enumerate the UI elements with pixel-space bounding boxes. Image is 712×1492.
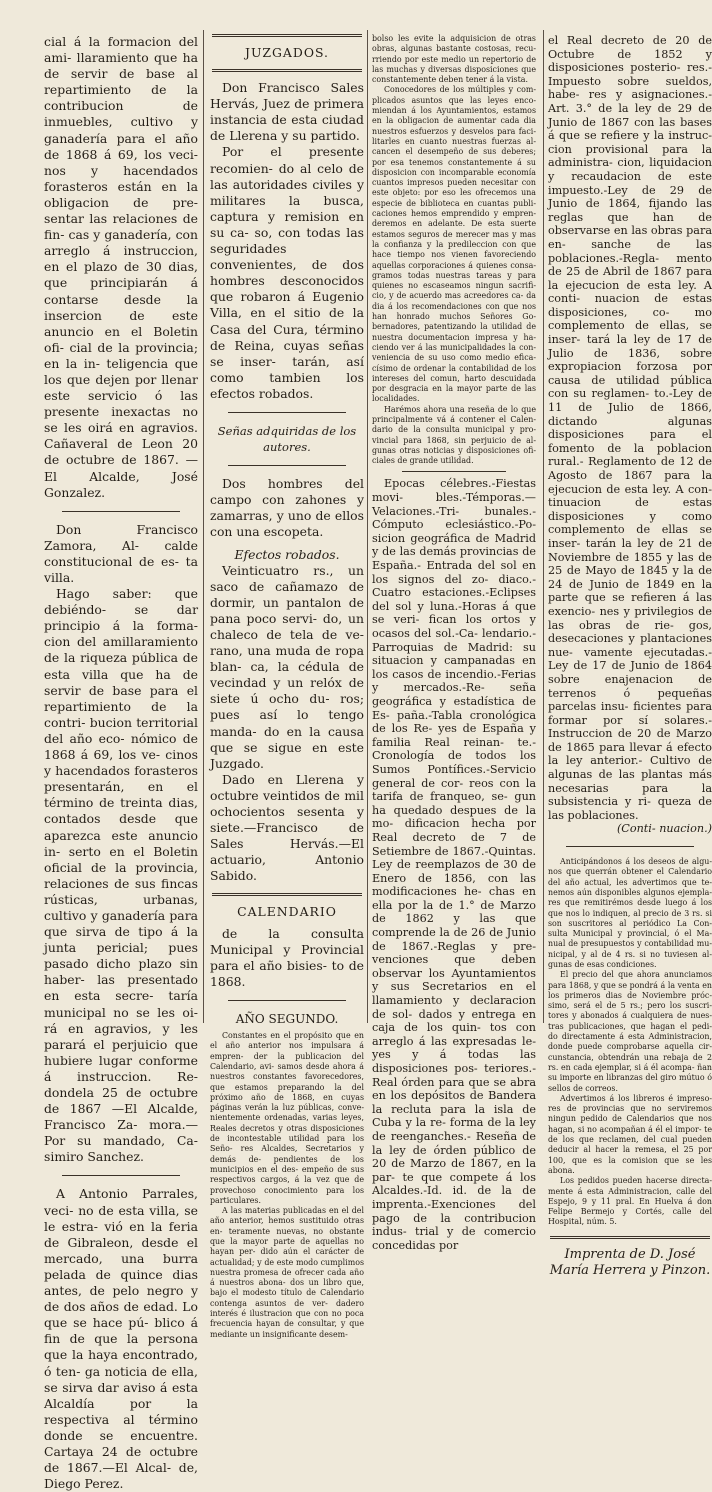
section-heading-juzgados: JUZGADOS. <box>245 45 329 60</box>
separator <box>62 511 180 512</box>
double-rule <box>212 893 362 896</box>
separator <box>566 846 694 847</box>
subheading-senas: Señas adquiridas de los autores. <box>217 423 357 455</box>
calendar-intro: Constantes en el propósito que en el año anterior nos impulsara á empren- der la publicacion del Calendario, avi- samos desde ahora á nuestros constantes favorecedores, que estamos preparando la del próximo año de 1868, en cuyas páginas verán la luz públicas, conve- nientemente ordenadas, varias leyes, Reales decretos y otras disposiciones de incontestable utilidad para los Seño- res Alcaldes, Secretarios y demás de- pendientes de los municipios en el des- empeño de sus respectivos cargos, á la vez que de provechoso conocimiento para los particulares. <box>210 1031 364 1205</box>
column-3 <box>372 34 536 1252</box>
stolen-items: Veinticuatro rs., un saco de cañamazo de dormir, un pantalon de pana poco servi- do, un chaleco de tela de ve- rano, una muda de ropa blan- ca, la cédula de vecindad y un relóx de siete ú ocho du- ros; pues así lo tengo manda- do en la causa que se sigue en este Juzgado. <box>210 562 364 771</box>
calendar-purpose: Conocedores de los múltiples y com- plicados asuntos que las leyes enco- miendan á los Ayuntamientos, estamos en la obligacion de aumentar cada dia nuestros esfuerzos y desvelos para faci- litarles en cuanto nuestras fuerzas al- cancen el desempeño de sus deberes; por esa tenemos constantemente á su disposicion con incomparable economía cuantos impresos pueden necesitar con este objeto: por eso les ofrecemos una especie de biblioteca en cuantas publi- caciones hemos emprendido y empren- deremos en adelante. De esta suerte estamos seguros de merecer mas y mas la confianza y la predileccion con que hace tiempo nos vienen favoreciendo aquellas corporaciones á quienes consa- gramos todas nuestras tareas y para quienes no escaseamos ningun sacrifi- cio, y de acuerdo mas acreedores ca- da dia á los recomendaciones con que nos han honrado muchos Señores Go- bernadores, patentizando la utilidad de nuestra documentacion impresa y ha- ciendo ver á las municipalidades la con- veniencia de su uso como medio efica- císimo de ordenar la contabilidad de los intereses del comun, harto descuidada por desgracia en la mayor parte de las localidades. <box>372 85 536 404</box>
calendar-contents: Epocas célebres.-Fiestas movi- bles.-Témporas.—Velaciones.-Tri- bunales.-Cómputo eclesiástico.-Po- sicion geográfica de Madrid y de las demás provincias de España.- Entrada del sol en los signos del zo- diaco.-Cuatro estaciones.-Eclipses del sol y luna.-Horas á que se veri- fican los ortos y ocasos del sol.-Ca- lendario.-Parroquias de Madrid: su situacion y campanadas en los casos de incendio.-Ferias y mercados.-Re- seña geográfica y estadística de Es- paña.-Tabla cronológica de los Re- yes de España y familia Real reinan- te.-Cronología de todos los Sumos Pontífices.-Servicio general de cor- reos con la tarifa de franqueo, se- gun ha quedado despues de la mo- dificacion hecha por Real decreto de 7 de Setiembre de 1867.-Quintas. Ley de reemplazos de 30 de Enero de 1856, con las modificaciones he- chas en ella por la de 1.° de Marzo de 1862 y las que comprende la de 26 de Junio de 1867.-Reglas y pre- venciones que deben observar los Ayuntamientos y sus Secretarios en el llamamiento y declaracion de sol- dados y entrega en caja de los quin- tos con arreglo á las expresadas le- yes y á todas las disposiciones pos- teriores.-Real órden para que se abra en los depósitos de Bandera la recluta para la isla de Cuba y la re- forma de la ley de reenganches.- Reseña de la ley de órden público de 20 de Marzo de 1867, en la par- te que compete á los Alcaldes.-Id. id. de la de imprenta.-Exenciones del pago de la contribucion indus- trial y de comercio concedidas por <box>372 477 536 1252</box>
column-2 <box>210 34 364 1339</box>
calendar-subtitle: de la consulta Municipal y Provincial para el año bisies- to de 1868. <box>210 925 364 989</box>
column-divider <box>543 30 544 1023</box>
notice-previous-year: Anticipándonos á los deseos de algu- nos que querrán obtener el Calendario del año actual, les advertimos que te- nemos aún disponibles algunos ejempla- res que remitirémos desde luego á los que nos lo indiquen, al precio de 3 rs. si son suscritores al periódico La Con- sulta Municipal y provincial, ó el Ma- nual de presupuestos y contabilidad mu- nicipal, y al de 4 rs. si no tuviesen al- gunas de esas condiciones. <box>548 857 712 969</box>
notice-orders: Los pedidos pueden hacerse directa- mente á esta Administracion, calle del Espejo, 9 y 11 pral. En Huelva á don Felipe Bermejo y Cortés, calle del Hospital, núm. 5. <box>548 1176 712 1227</box>
judge-signature: Dado en Llerena y octubre veintidos de mil ochocientos sesenta y siete.—Francisco de Sales Hervás.—El actuario, Antonio Sabido. <box>210 771 364 884</box>
double-rule <box>212 34 362 37</box>
notice-heading-zamora: Don Francisco Zamora, Al- calde constitucional de es- ta villa. <box>44 521 198 585</box>
double-rule <box>550 1236 710 1239</box>
separator <box>228 1000 346 1001</box>
notice-canaveral: cial á la formacion del ami- llaramiento que ha de servir de base al repartimiento de la contribucion de inmuebles, cultivo y ganadería para el año de 1868 á 69, los veci- nos y hacendados forasteros están en la obligacion de pre- sentar las relaciones de fin- cas y ganadería, con arreglo á instruccion, en el plazo de 30 dias, que principiarán á contarse desde la insercion de este anuncio en el Boletin ofi- cial de la provincia; en la in- teligencia que los que dejen por llenar este servicio ó las presente inexactas no se les oirá en agravios. Cañaveral de Leon 20 de octubre de 1867. —El Alcalde, José Gonzalez. <box>44 34 198 500</box>
calendar-contents-continued: el Real decreto de 20 de Octubre de 1852 y disposiciones posterio- res.-Impuesto sobre sueldos, habe- res y asignaciones.-Art. 3.° de la ley de 29 de Junio de 1867 con las bases á que se refiere y la instruc- cion provisional para la administra- cion, liquidacion y recaudacion de este impuesto.-Ley de 29 de Junio de 1864, fijando las reglas que han de observarse en las obras para en- sanche de las poblaciones.-Regla- mento de 25 de Abril de 1867 para la ejecucion de esta ley. A conti- nuacion de estas disposiciones, co- mo complemento de ellas, se inser- tará la ley de 17 de Julio de 1836, sobre expropiacion forzosa por causa de utilidad pública con su reglamen- to.-Ley de 11 de Julio de 1866, dictando algunas disposiciones para el fomento de la poblacion rural.- Reglamento de 12 de Agosto de 1867 para la ejecucion de esta ley. A con- tinuacion de estas disposiciones y como complemento de ellas se inser- tarán la ley de 21 de Noviembre de 1855 y las de 25 de Mayo de 1845 y la de 24 de Junio de 1849 en la parte que se refieren á las exencio- nes y privilegios de las obras de rie- gos, desecaciones y plantaciones nue- vamente ejecutadas.-Ley de 17 de Junio de 1864 sobre enajenacion de terrenos ó pequeñas parcelas insu- ficientes para formar por sí solares.- Instruccion de 20 de Marzo de 1865 para llevar á efecto la ley anterior.- Cultivo de algunas de las plantas más necesarias para la subsistencia y ri- queza de las poblaciones. <box>548 34 712 822</box>
description-men: Dos hombres del campo con zahones y zamarras, y uno de ellos con una escopeta. <box>210 476 364 540</box>
heading-ano-segundo: AÑO SEGUNDO. <box>235 1011 339 1026</box>
column-1 <box>44 34 198 1492</box>
separator <box>228 412 346 413</box>
notice-booksellers: Advertimos á los libreros é impreso- res de provincias que no serviremos ningun pedido de Calendarios que nos hagan, si no acompañan á él el impor- te de los que reclamen, del cual pueden deducir al hacer la remesa, el 25 por 100, que es la comision que se les abona. <box>548 1093 712 1175</box>
notice-redondela: Hago saber: que debiéndo- se dar principio á la forma- cion del amillaramiento de la riqueza pública de esta villa que ha de servir de base para el repartimiento de la contri- bucion territorial del año eco- nómico de 1868 á 69, los ve- cinos y hacendados forasteros presentarán, en el término de treinta dias, contados desde que aparezca este anuncio in- serto en el Boletin oficial de la provincia, relaciones de sus fincas rústicas, urbanas, cultivo y ganadería para que sirva de tipo á la junta pericial; pues pasado dicho plazo sin haber- las presentado en esta secre- taría municipal no se les oi- rá en agravios, y les parará el perjuicio que hubiere lugar conforme á instruccion. Re- dondela 25 de octubre de 1867 —El Alcalde, Francisco Za- mora.—Por su mandado, Ca- simiro Sanchez. <box>44 586 198 1165</box>
calendar-materials: A las materias publicadas en el del año anterior, hemos sustituido otras en- teramente nuevas, no obstante que la mayor parte de aquellas no hayan per- dido aún el carácter de actualidad; y de este modo cumplimos nuestra promesa de ofrecer cada año á nuestros abona- dos un libro que, bajo el modesto título de Calendario contenga asuntos de ver- dadero interés é ilustracion que con no poca frecuencia hayan de consultar, y que mediante un insignificante desem- <box>210 1206 364 1339</box>
printer-imprint: Imprenta de D. José María Herrera y Pinzon. <box>549 1246 711 1278</box>
judge-notice: Por el presente recomien- do al celo de las autoridades civiles y militares la busca, captura y remision en su ca- so, con todas las seguridades convenientes, de dos hombres desconocidos que robaron á Eugenio Villa, en el sitio de la Casa del Cura, término de Reina, cuyas señas se inser- tarán, así como tambien los efectos robados. <box>210 144 364 401</box>
notice-price: El precio del que ahora anunciamos para 1868, y que se pondrá á la venta en los primeros dias de Noviembre próc- simo, será el de 5 rs.; pero los suscri- tores y abonados á cualquiera de nues- tras publicaciones, que hagan el pedi- do directamente á esta Administracion, donde puede comprobarse aquella cir- cunstancia, obtendrán una rebaja de 2 rs. en cada ejemplar, si á él acompa- ñan su importe en libranzas del giro mútuo ó sellos de correos. <box>548 970 712 1093</box>
judge-title: Don Francisco Sales Hervás, Juez de primera instancia de esta ciudad de Llerena y su partido. <box>210 80 364 144</box>
section-heading-calendario: CALENDARIO <box>237 903 337 919</box>
separator <box>228 465 346 466</box>
notice-cartaya: A Antonio Parrales, veci- no de esta villa, se le estra- vió en la feria de Gibraleon, desde el mercado, una burra pelada de quince dias antes, de pelo negro y de dos años de edad. Lo que se hace pú- blico á fin de que la persona que la haya encontrado, ó ten- ga noticia de ella, se sirva dar aviso á esta Alcaldía por la respectiva al término donde se encuentre. Cartaya 24 de octubre de 1867.—El Alcal- de, Diego Perez. <box>44 1186 198 1492</box>
separator <box>402 471 506 472</box>
subheading-efectos: Efectos robados. <box>234 546 340 562</box>
double-rule <box>212 69 362 72</box>
column-divider <box>203 30 204 1023</box>
calendar-continuation: bolso les evite la adquisicion de otras obras, algunas bastante costosas, recu- rriendo por este medio un repertorio de las muchas y diversas disposiciones que constantemente deben tener á la vista. <box>372 34 536 85</box>
separator <box>62 1175 180 1176</box>
column-divider <box>367 30 368 1023</box>
calendar-review: Harémos ahora una reseña de lo que principalmente vá á contener el Calen- dario de la consulta municipal y pro- vincial para 1868, sin perjuicio de al- gunas otras noticias y disposiciones ofi- ciales de grande utilidad. <box>372 404 536 466</box>
continuation-note: (Conti- nuacion.) <box>616 822 712 836</box>
column-4 <box>548 34 712 1278</box>
